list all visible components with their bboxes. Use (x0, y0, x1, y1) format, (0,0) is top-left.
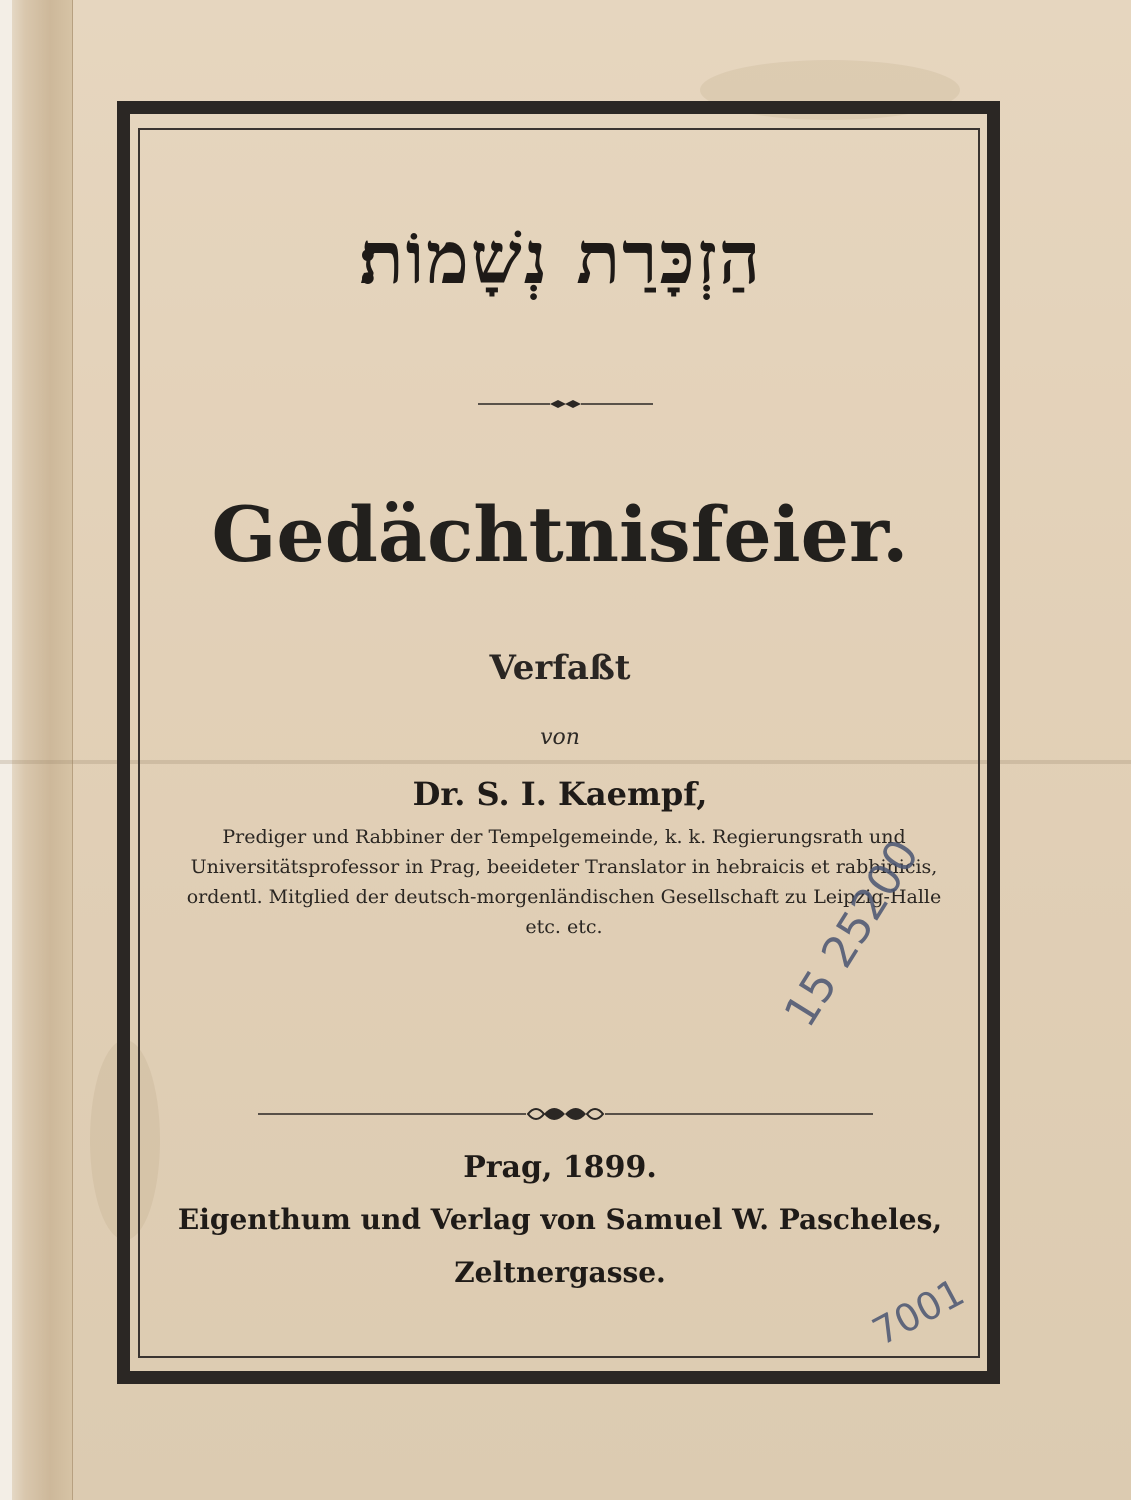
book-spine (0, 0, 73, 1500)
pencil-shelfmark: 15 25200 (774, 830, 930, 1036)
divider-ornament-top (478, 398, 653, 410)
credentials-line: Universitätsprofessor in Prag, beeideter Translator in hebraicis et rabbinicis, (190, 856, 938, 878)
divider-ornament-bottom (258, 1100, 873, 1128)
place-year: Prag, 1899. (463, 1150, 657, 1185)
street-address: Zeltnergasse. (454, 1256, 666, 1289)
main-title: Gedächtnisfeier. (211, 490, 909, 579)
credentials-line: Prediger und Rabbiner der Tempelgemeinde, k. k. Regierungsrath und (222, 826, 906, 848)
spine-edge (0, 0, 12, 1500)
by-label: von (540, 725, 580, 750)
credentials-line: etc. etc. (525, 916, 603, 938)
hebrew-title: הַזְכָּרַת נְשָׁמוֹת׃ (357, 215, 763, 300)
credentials-line: ordentl. Mitglied der deutsch-morgenländischen Gesellschaft zu Leipzig-Halle (186, 886, 942, 908)
author-label: Verfaßt (489, 648, 631, 688)
publisher-line: Eigenthum und Verlag von Samuel W. Pascheles, (177, 1203, 943, 1236)
author-name: Dr. S. I. Kaempf, (412, 775, 708, 813)
pencil-number: 7001 (865, 1269, 972, 1355)
